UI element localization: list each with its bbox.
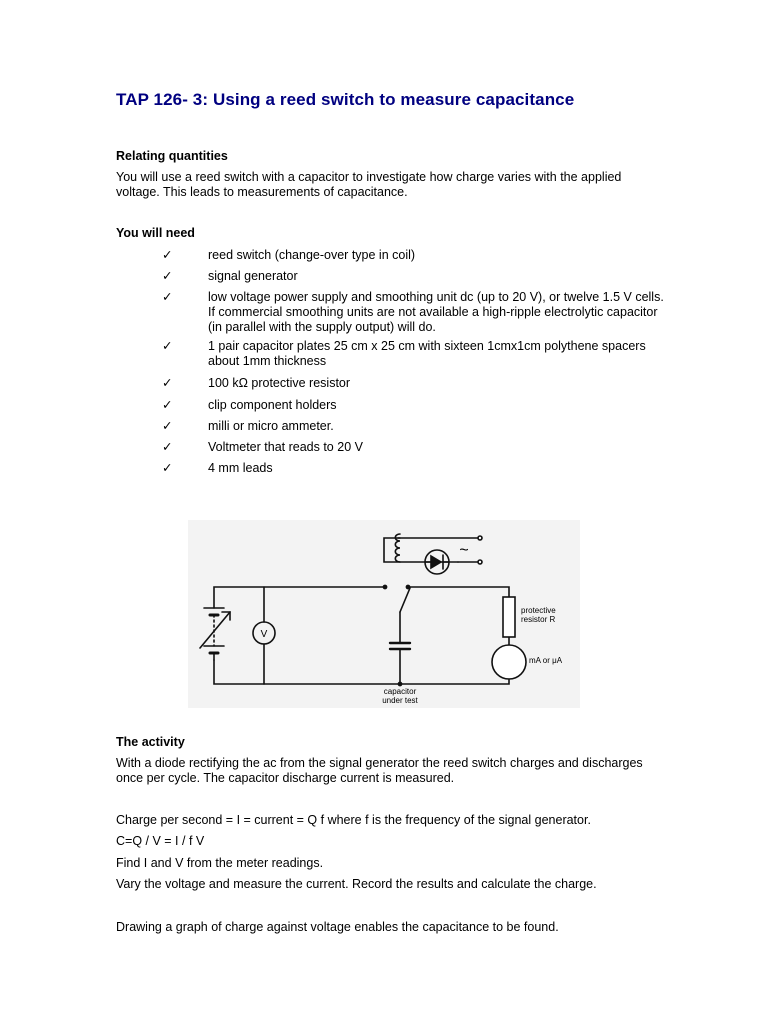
capacitor-label-line1: capacitor <box>383 687 417 696</box>
tick-icon: ✓ <box>162 290 173 304</box>
tick-icon: ✓ <box>162 248 173 262</box>
capacitor-label-line2: under test <box>382 696 418 705</box>
ammeter-symbol <box>492 645 526 679</box>
activity-paragraph-4: Find I and V from the meter readings. <box>116 856 324 870</box>
equipment-item-text: 1 pair capacitor plates 25 cm x 25 cm with sixteen 1cmx1cm polythene spacers about 1mm thickness <box>208 339 646 368</box>
resistor-symbol <box>503 597 515 637</box>
equipment-item-text: signal generator <box>208 269 298 283</box>
tick-icon: ✓ <box>162 398 173 412</box>
tick-icon: ✓ <box>162 419 173 433</box>
capacitance-formula: C=Q / V = I / f V <box>116 834 205 848</box>
voltmeter-label: V <box>260 629 268 640</box>
equipment-item-text: reed switch (change-over type in coil) <box>208 248 416 262</box>
page-title: TAP 126- 3: Using a reed switch to measure capacitance <box>116 90 575 109</box>
activity-paragraph-1: With a diode rectifying the ac from the signal generator the reed switch charges and discharges once per cycle. The capacitor discharge current is measured. <box>116 756 643 785</box>
tick-icon: ✓ <box>162 339 173 353</box>
equipment-item-text: 4 mm leads <box>208 461 273 475</box>
resistor-label-line1: protective <box>521 606 556 615</box>
you-will-need-heading: You will need <box>116 226 195 240</box>
tick-icon: ✓ <box>162 376 173 390</box>
equipment-item-text: Voltmeter that reads to 20 V <box>208 440 363 454</box>
equipment-item-text: milli or micro ammeter. <box>208 419 334 433</box>
equipment-item-text: 100 kΩ protective resistor <box>208 376 351 390</box>
tick-icon: ✓ <box>162 269 173 283</box>
activity-paragraph-2: Charge per second = I = current = Q f where f is the frequency of the signal generator. <box>116 813 591 827</box>
ammeter-label: mA or μA <box>529 656 563 665</box>
relating-quantities-heading: Relating quantities <box>116 149 228 163</box>
activity-paragraph-6: Drawing a graph of charge against voltage enables the capacitance to be found. <box>116 920 559 934</box>
tick-icon: ✓ <box>162 461 173 475</box>
relating-quantities-text: You will use a reed switch with a capacitor to investigate how charge varies with the applied voltage. This leads to measurements of capacitance. <box>116 170 622 199</box>
activity-heading: The activity <box>116 735 185 749</box>
activity-paragraph-5: Vary the voltage and measure the current. Record the results and calculate the charge. <box>116 877 597 891</box>
circuit-diagram <box>188 520 580 708</box>
equipment-item-text: clip component holders <box>208 398 337 412</box>
resistor-label-line2: resistor R <box>521 615 556 624</box>
ac-symbol: ~ <box>459 542 469 559</box>
tick-icon: ✓ <box>162 440 173 454</box>
equipment-item-text: low voltage power supply and smoothing unit dc (up to 20 V), or twelve 1.5 V cells. If commercial smoothing units are not available a high-ripple electrolytic capacitor (in parallel with the supply output) will do. <box>208 290 664 334</box>
